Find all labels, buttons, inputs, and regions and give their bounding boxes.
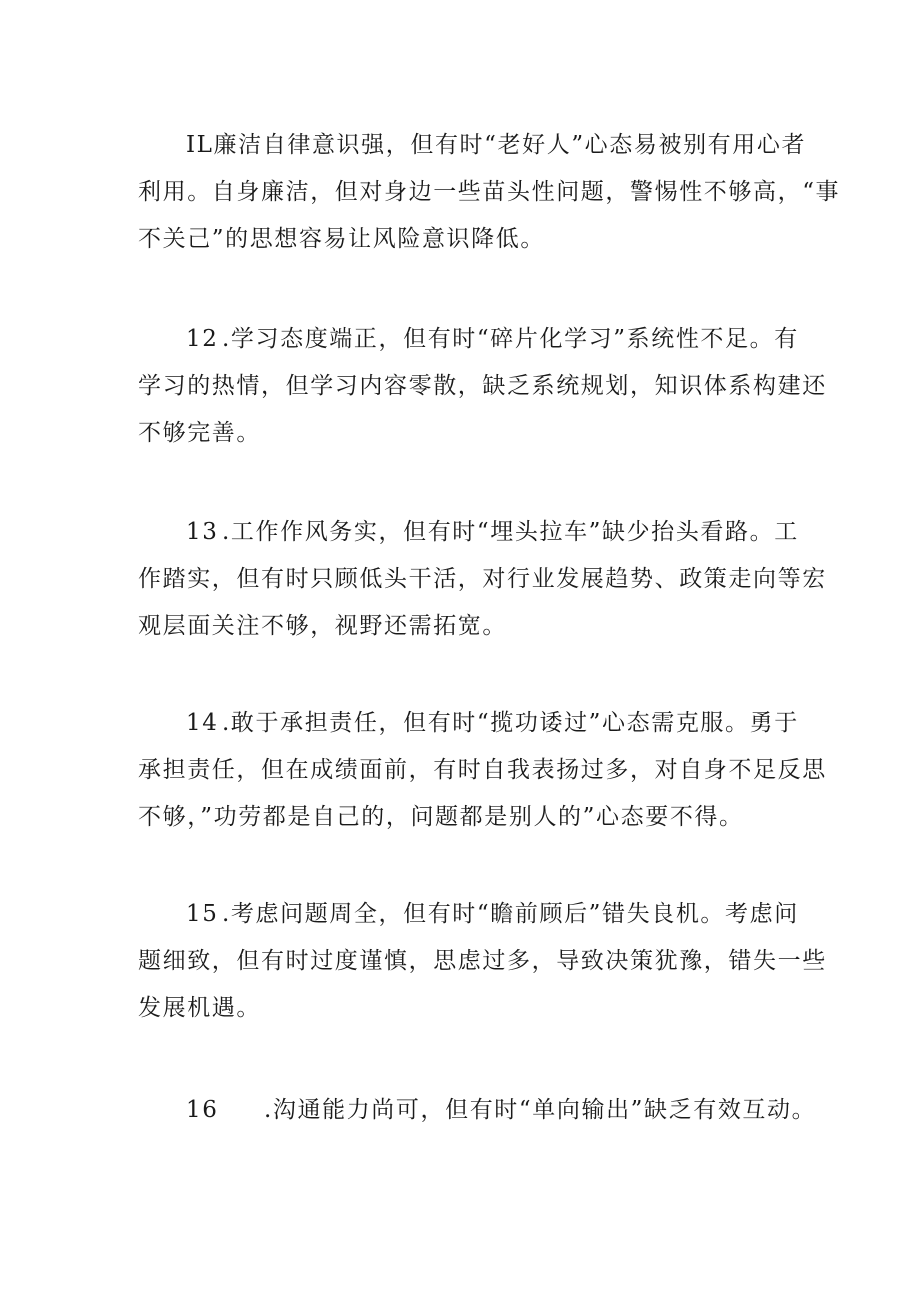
paragraph-line: 不够完善。 bbox=[138, 420, 261, 446]
paragraph-line: 作踏实，但有时只顾低头干活，对行业发展趋势、政策走向等宏 bbox=[138, 566, 827, 592]
paragraph-number: 15 bbox=[186, 901, 219, 927]
paragraph-first-line bbox=[138, 1087, 817, 1134]
paragraph-first-line bbox=[138, 700, 799, 747]
paragraph-12 bbox=[138, 316, 827, 457]
paragraph-line: 不够，”功劳都是自己的，问题都是别人的”心态要不得。 bbox=[138, 804, 744, 830]
paragraph-line: .学习态度端正，但有时“碎片化学习”系统性不足。有 bbox=[222, 326, 799, 352]
paragraph-line: 发展机遇。 bbox=[138, 995, 261, 1021]
paragraph-number: 12 bbox=[186, 326, 219, 352]
paragraph-line: 利用。自身廉洁，但对身边一些苗头性问题，警惕性不够高，“事 bbox=[138, 179, 841, 205]
paragraph-number: 13 bbox=[186, 519, 219, 545]
paragraph-line: IL廉洁自律意识强，但有时“老好人”心态易被别有用心者 bbox=[186, 132, 807, 158]
paragraph-14 bbox=[138, 700, 827, 841]
paragraph-11 bbox=[138, 122, 841, 263]
paragraph-line: 题细致，但有时过度谨慎，思虑过多，导致决策犹豫，错失一些 bbox=[138, 948, 827, 974]
paragraph-number: 16 bbox=[186, 1097, 219, 1123]
paragraph-line: 观层面关注不够，视野还需拓宽。 bbox=[138, 613, 507, 639]
paragraph-first-line bbox=[138, 891, 799, 938]
paragraph-line: .考虑问题周全，但有时“瞻前顾后”错失良机。考虑问 bbox=[222, 901, 799, 927]
paragraph-line: .沟通能力尚可，但有时“单向输出”缺乏有效互动。 bbox=[264, 1097, 817, 1123]
paragraph-line: 学习的热情，但学习内容零散，缺乏系统规划，知识体系构建还 bbox=[138, 373, 827, 399]
paragraph-15 bbox=[138, 891, 827, 1032]
paragraph-number: 14 bbox=[186, 710, 219, 736]
paragraph-line: .敢于承担责任，但有时“揽功诿过”心态需克服。勇于 bbox=[222, 710, 799, 736]
paragraph-line: 承担责任，但在成绩面前，有时自我表扬过多，对自身不足反思 bbox=[138, 757, 827, 783]
paragraph-first-line bbox=[138, 316, 799, 363]
paragraph-line: .工作作风务实，但有时“埋头拉车”缺少抬头看路。工 bbox=[222, 519, 799, 545]
paragraph-13 bbox=[138, 509, 827, 650]
paragraph-first-line bbox=[138, 509, 799, 556]
paragraph-line: 不关己”的思想容易让风险意识降低。 bbox=[138, 226, 545, 252]
paragraph-16 bbox=[138, 1087, 817, 1134]
